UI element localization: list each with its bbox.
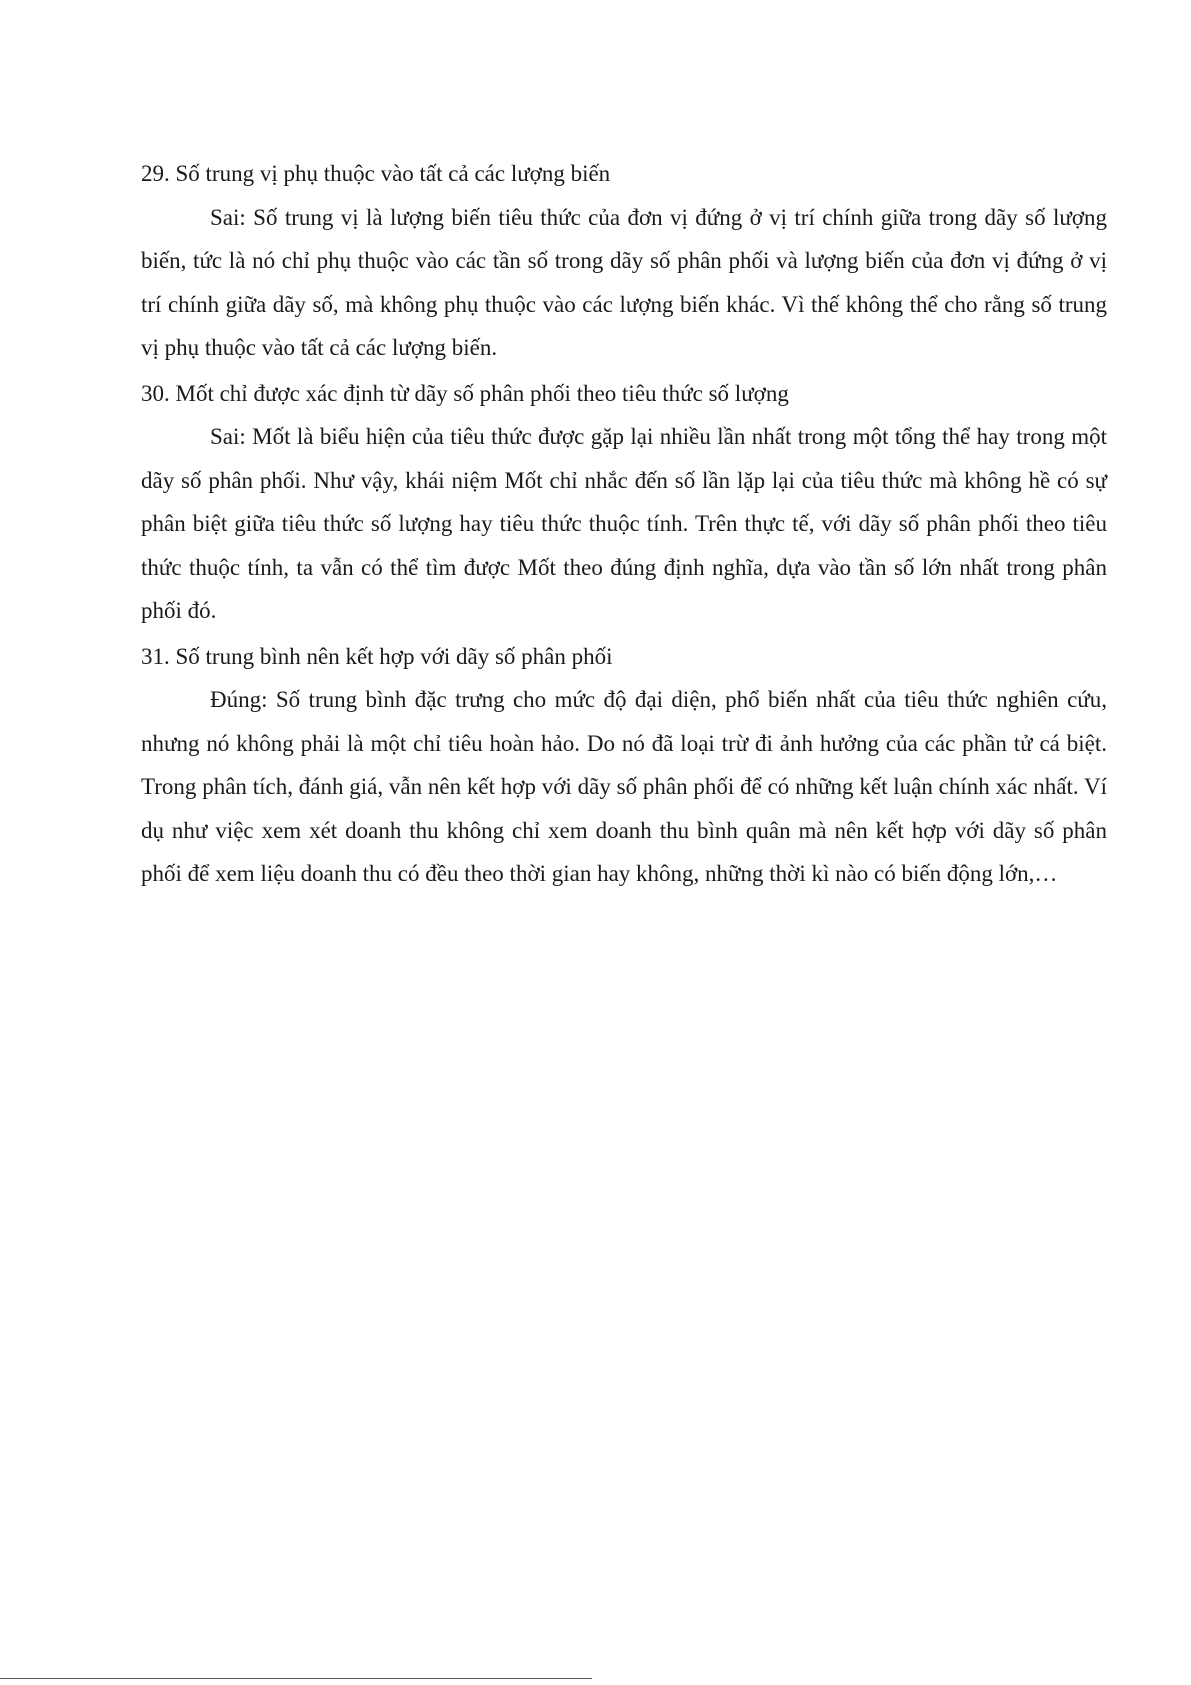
document-body [141,152,1107,898]
question-30: 30. Mốt chỉ được xác định từ dãy số phân phối theo tiêu thức số lượng [141,380,789,406]
question-31: 31. Số trung bình nên kết hợp với dãy số phân phối [141,643,613,669]
answer-29: Sai: Số trung vị là lượng biến tiêu thức của đơn vị đứng ở vị trí chính giữa trong dãy số lượng biến, tức là nó chỉ phụ thuộc vào các tần số trong dãy số phân phối và lượng biến của đơn vị đứng ở vị trí chính giữa dãy số, mà không phụ thuộc vào các lượng biến khác. Vì thế không thể cho rằng số trung vị phụ thuộc vào tất cả các lượng biến. [141,204,1107,360]
footer-divider [0,1678,592,1679]
answer-30: Sai: Mốt là biểu hiện của tiêu thức được gặp lại nhiều lần nhất trong một tổng thể hay trong một dãy số phân phối. Như vậy, khái niệm Mốt chỉ nhắc đến số lần lặp lại của tiêu thức mà không hề có sự phân biệt giữa tiêu thức số lượng hay tiêu thức thuộc tính. Trên thực tế, với dãy số phân phối theo tiêu thức thuộc tính, ta vẫn có thể tìm được Mốt theo đúng định nghĩa, dựa vào tần số lớn nhất trong phân phối đó. [141,424,1107,623]
question-29: 29. Số trung vị phụ thuộc vào tất cả các lượng biến [141,161,611,186]
answer-31: Đúng: Số trung bình đặc trưng cho mức độ đại diện, phổ biến nhất của tiêu thức nghiên cứu, nhưng nó không phải là một chỉ tiêu hoàn hảo. Do nó đã loại trừ đi ảnh hưởng của các phần tử cá biệt. Trong phân tích, đánh giá, vẫn nên kết hợp với dãy số phân phối để có những kết luận chính xác nhất. Ví dụ như việc xem xét doanh thu không chỉ xem doanh thu bình quân mà nên kết hợp với dãy số phân phối để xem liệu doanh thu có đều theo thời gian hay không, những thời kì nào có biến động lớn,… [141,687,1107,886]
